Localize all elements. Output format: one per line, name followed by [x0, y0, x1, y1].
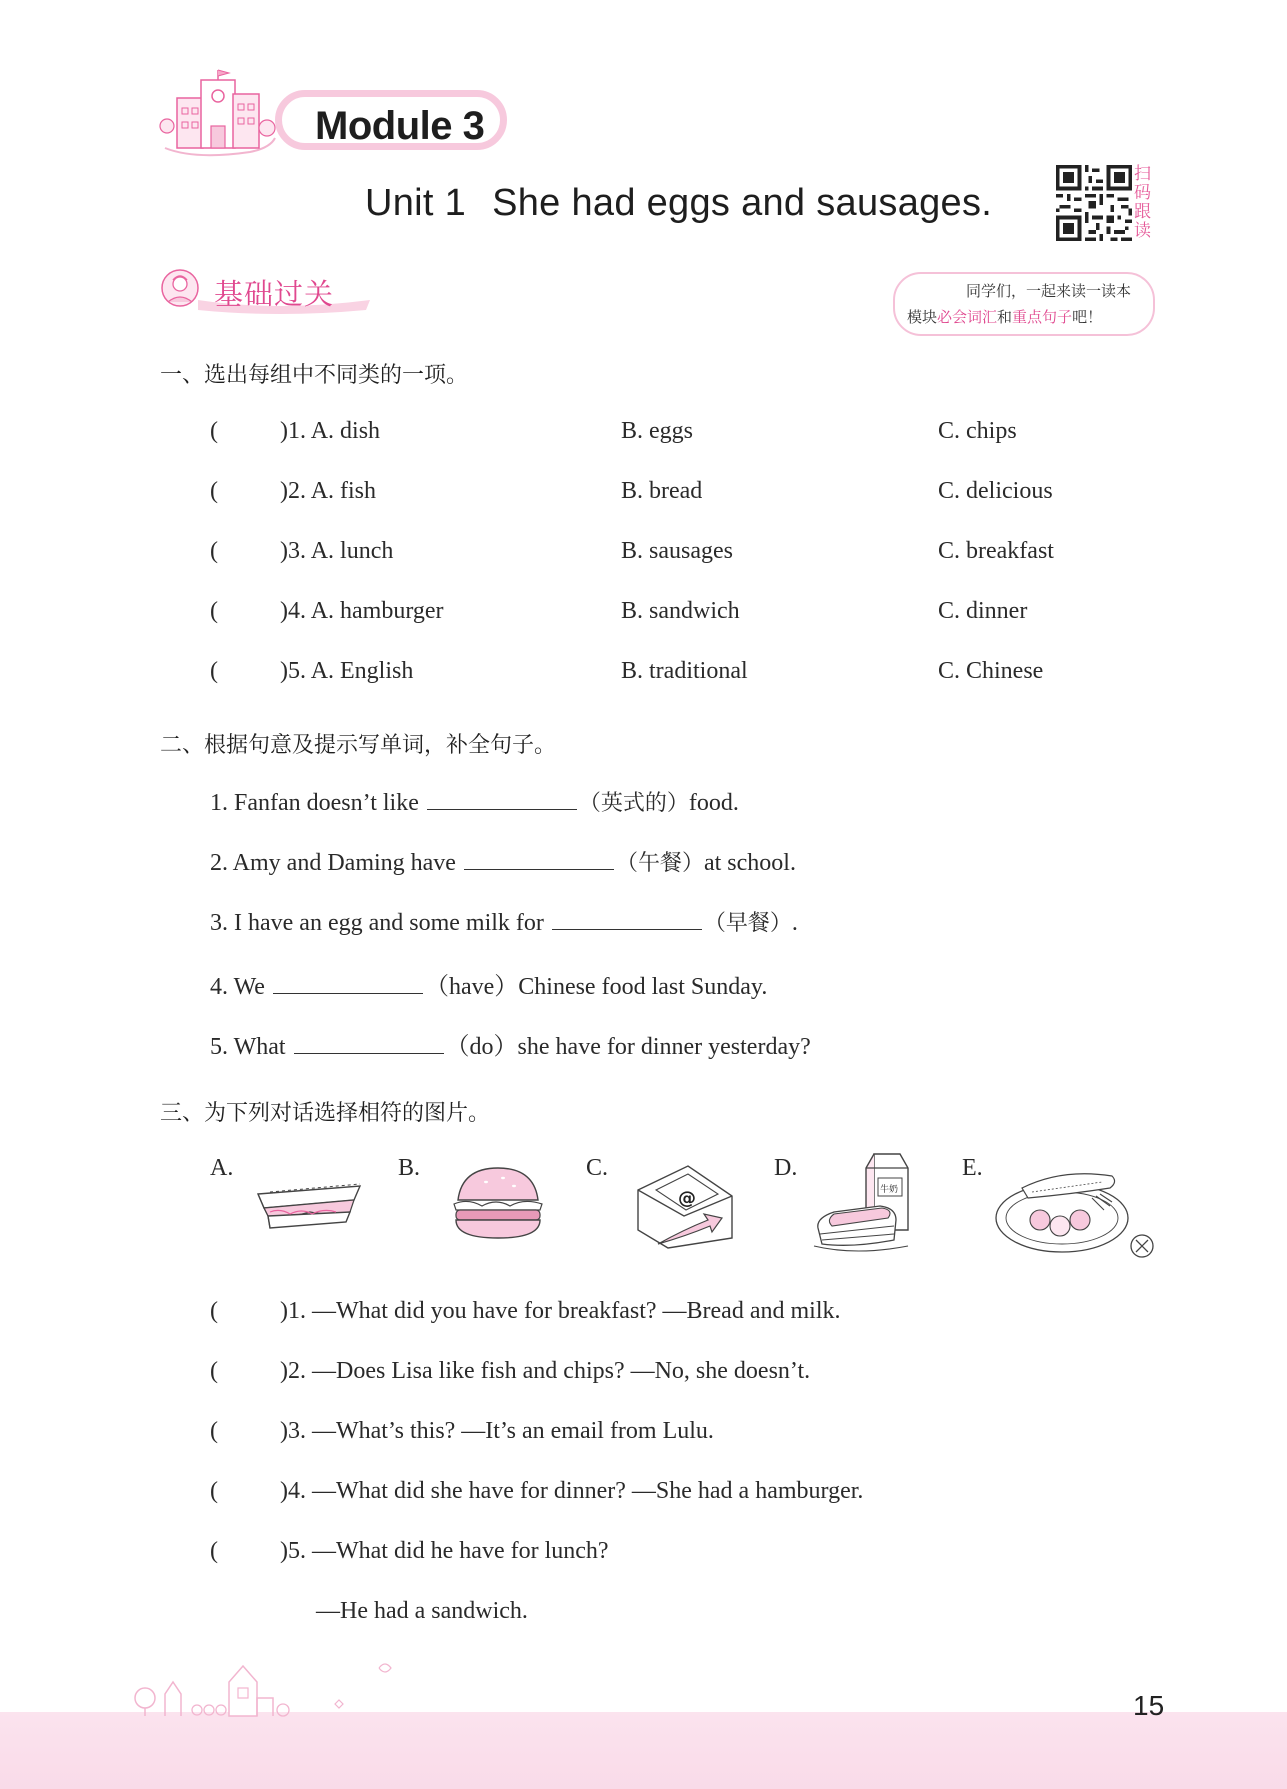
- s3-question-1: ( )1. —What did you have for breakfast? —Bread and milk.: [210, 1298, 841, 1324]
- milk-carton-label: 牛奶: [880, 1185, 899, 1195]
- answer-paren[interactable]: (: [210, 418, 218, 444]
- s3-question-5-answer: —He had a sandwich.: [316, 1598, 528, 1624]
- answer-blank[interactable]: [273, 972, 423, 994]
- section1-title: 一、选出每组中不同类的一项。: [160, 363, 469, 388]
- s1-question-3: ( )3. A. lunch B. sausages C. breakfast: [210, 538, 1054, 564]
- s3-question-5: ( )5. —What did he have for lunch?: [210, 1538, 609, 1564]
- section3-title: 三、为下列对话选择相符的图片。: [160, 1101, 491, 1126]
- footer-band: [0, 1712, 1287, 1789]
- picture-label-e: E.: [962, 1155, 983, 1181]
- qr-code-icon[interactable]: [1056, 165, 1132, 241]
- picture-label-c: C.: [586, 1155, 609, 1181]
- answer-paren[interactable]: (: [210, 1478, 218, 1504]
- answer-paren[interactable]: (: [210, 538, 218, 564]
- answer-paren[interactable]: (: [210, 478, 218, 504]
- bubble-line-1: 同学们，一起来读一读本: [965, 282, 1131, 300]
- email-envelope-icon: [628, 1160, 738, 1255]
- town-decoration-icon: [125, 1648, 405, 1718]
- page-number: 15: [1133, 1690, 1165, 1721]
- basics-heading-text: 基础过关: [214, 277, 335, 311]
- answer-paren[interactable]: (: [210, 658, 218, 684]
- unit-name: She had eggs and sausages.: [492, 182, 993, 224]
- answer-paren[interactable]: (: [210, 1358, 218, 1384]
- speech-bubble: [893, 272, 1155, 336]
- picture-label-d: D.: [774, 1155, 798, 1181]
- answer-blank[interactable]: [427, 788, 577, 810]
- answer-paren[interactable]: (: [210, 1418, 218, 1444]
- section2-title: 二、根据句意及提示写单词，补全句子。: [160, 733, 557, 758]
- unit-label: Unit 1: [365, 182, 467, 224]
- answer-blank[interactable]: [294, 1032, 444, 1054]
- s1-question-2: ( )2. A. fish B. bread C. delicious: [210, 478, 1053, 504]
- s2-question-3: 3. I have an egg and some milk for （早餐）.: [210, 910, 798, 936]
- module-title: Module 3: [315, 104, 485, 148]
- s2-question-5: 5. What （do）she have for dinner yesterday?: [210, 1034, 811, 1060]
- s3-question-3: ( )3. —What’s this? —It’s an email from Lulu.: [210, 1418, 714, 1444]
- picture-label-b: B.: [398, 1155, 421, 1181]
- unit-title: [365, 182, 992, 225]
- s1-question-4: ( )4. A. hamburger B. sandwich C. dinner: [210, 598, 1028, 624]
- answer-paren[interactable]: (: [210, 598, 218, 624]
- bubble-line-2: 模块必会词汇和重点句子吧！: [907, 308, 1103, 326]
- s2-question-1: 1. Fanfan doesn’t like （英式的）food.: [210, 790, 739, 816]
- answer-blank[interactable]: [552, 908, 702, 930]
- s3-question-2: ( )2. —Does Lisa like fish and chips? —No, she doesn’t.: [210, 1358, 811, 1384]
- hamburger-icon: [448, 1160, 548, 1250]
- s2-question-2: 2. Amy and Daming have （午餐）at school.: [210, 850, 796, 876]
- school-building-icon: [155, 68, 285, 166]
- s3-question-4: ( )4. —What did she have for dinner? —She had a hamburger.: [210, 1478, 864, 1504]
- fish-and-chips-icon: [992, 1158, 1157, 1263]
- qr-caption: 扫 码 跟 读: [1134, 164, 1151, 241]
- module-banner: [155, 68, 515, 166]
- answer-paren[interactable]: (: [210, 1538, 218, 1564]
- sandwich-icon: [250, 1172, 370, 1242]
- answer-blank[interactable]: [464, 848, 614, 870]
- picture-label-a: A.: [210, 1155, 234, 1181]
- answer-paren[interactable]: (: [210, 1298, 218, 1324]
- s1-question-5: ( )5. A. English B. traditional C. Chinese: [210, 658, 1044, 684]
- basics-heading: [158, 266, 378, 316]
- s1-question-1: ( )1. A. dish B. eggs C. chips: [210, 418, 1017, 444]
- s2-question-4: 4. We （have）Chinese food last Sunday.: [210, 974, 768, 1000]
- bread-and-milk-icon: [812, 1148, 937, 1263]
- at-sign: @: [678, 1188, 696, 1209]
